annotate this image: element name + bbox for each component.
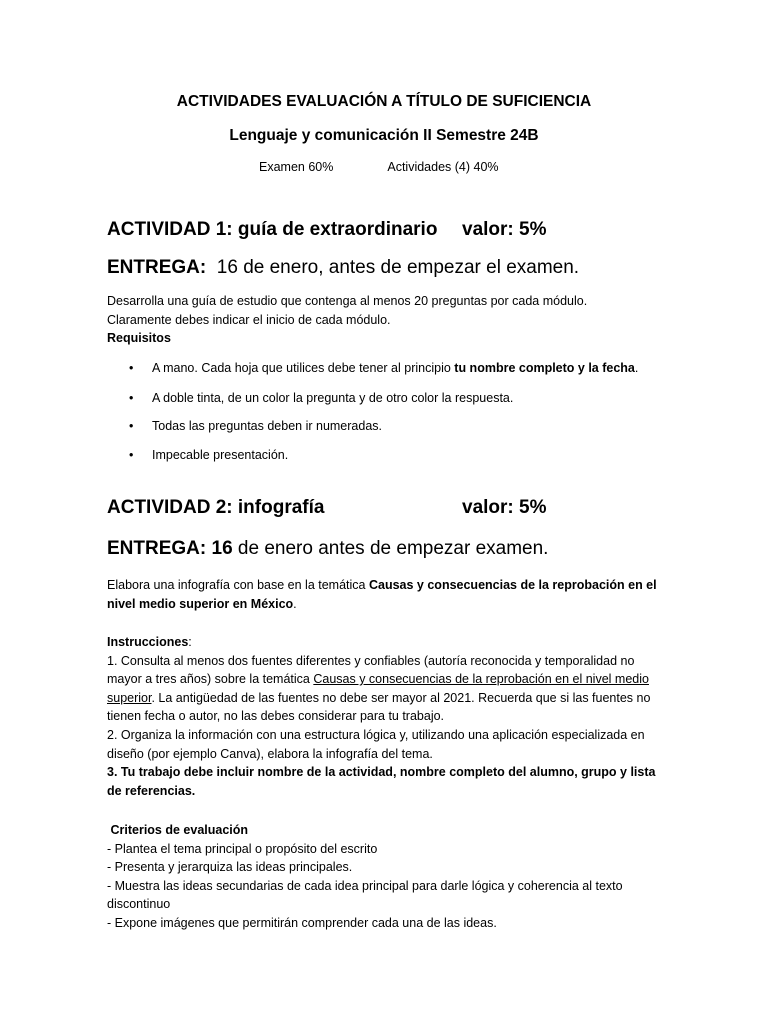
- activity-1-value: valor: 5%: [462, 219, 547, 240]
- criteria-item: - Presenta y jerarquiza las ideas principales.: [107, 860, 353, 875]
- criteria-item: - Muestra las ideas secundarias de cada idea principal para darle lógica y coherencia al texto discontinuo: [107, 878, 623, 912]
- bullet-icon: •: [129, 419, 134, 434]
- activity-1-title: ACTIVIDAD 1: guía de extraordinario: [107, 219, 438, 240]
- bullet-icon: •: [129, 447, 134, 462]
- requirement-item: • Impecable presentación.: [107, 446, 667, 465]
- requirement-item: • A doble tinta, de un color la pregunta y de otro color la respuesta.: [107, 389, 667, 408]
- activity-2-delivery-text: de enero antes de empezar examen.: [232, 538, 549, 559]
- bullet-icon: •: [129, 361, 134, 375]
- criteria-heading: Criterios de evaluación: [107, 823, 249, 837]
- activity-2-delivery-label: ENTREGA: 16: [107, 538, 233, 559]
- activities-weight: Actividades (4) 40%: [387, 160, 499, 174]
- document-subtitle: Lenguaje y comunicación II Semestre 24B: [229, 127, 539, 144]
- exam-weight: Examen 60%: [259, 160, 334, 174]
- activity-1-heading: [107, 219, 547, 241]
- activity-2-heading: [107, 497, 547, 519]
- activity-1-delivery-text: 16 de enero, antes de empezar el examen.: [206, 257, 580, 278]
- activity-1-delivery: [107, 257, 579, 279]
- document-title: ACTIVIDADES EVALUACIÓN A TÍTULO DE SUFICIENCIA: [176, 93, 592, 110]
- instructions-heading: Instrucciones:: [107, 635, 192, 649]
- requirement-item: • Todas las preguntas deben ir numeradas.: [107, 417, 667, 436]
- instruction-step-3: 3. Tu trabajo debe incluir nombre de la actividad, nombre completo del alumno, grupo y lista de referencias.: [107, 765, 656, 798]
- evaluation-criteria: [107, 821, 667, 933]
- criteria-item: - Plantea el tema principal o propósito del escrito: [107, 841, 378, 856]
- grade-weights: [259, 160, 499, 174]
- instruction-step-2: 2. Organiza la información con una estructura lógica y, utilizando una aplicación especializada en diseño (por ejemplo Canva), elabora la infografía del tema.: [107, 727, 645, 761]
- activity-2-intro: Elabora una infografía con base en la temática Causas y consecuencias de la reprobación en el nivel medio superior en México.: [107, 578, 657, 611]
- bullet-icon: •: [129, 390, 134, 405]
- requirement-item: • A mano. Cada hoja que utilices debe tener al principio tu nombre completo y la fecha.: [107, 359, 667, 378]
- criteria-item: - Expone imágenes que permitirán comprender cada una de las ideas.: [107, 915, 497, 930]
- activity-1-delivery-label: ENTREGA:: [107, 257, 207, 278]
- activity-2-instructions: [107, 633, 667, 800]
- activity-1-description: [107, 292, 667, 348]
- requirements-list: [107, 359, 667, 464]
- activity-2-title: ACTIVIDAD 2: infografía: [107, 497, 325, 518]
- activity-1-desc-line-2: Claramente debes indicar el inicio de cada módulo.: [107, 312, 391, 327]
- activity-2-value: valor: 5%: [462, 497, 547, 518]
- activity-2-delivery: [107, 538, 548, 560]
- instruction-step-1: 1. Consulta al menos dos fuentes diferentes y confiables (autoría reconocida y temporalidad no mayor a tres años) sobre la temática Causas y consecuencias de la reprobación en el nivel medio superior. La antigüedad de las fuentes no debe ser mayor al 2021. Recuerda que si las fuentes no tienen fecha o autor, no las debes considerar para tu trabajo.: [107, 653, 651, 724]
- requirements-label: Requisitos: [107, 331, 171, 346]
- activity-1-desc-line-1: Desarrolla una guía de estudio que contenga al menos 20 preguntas por cada módulo.: [107, 294, 588, 308]
